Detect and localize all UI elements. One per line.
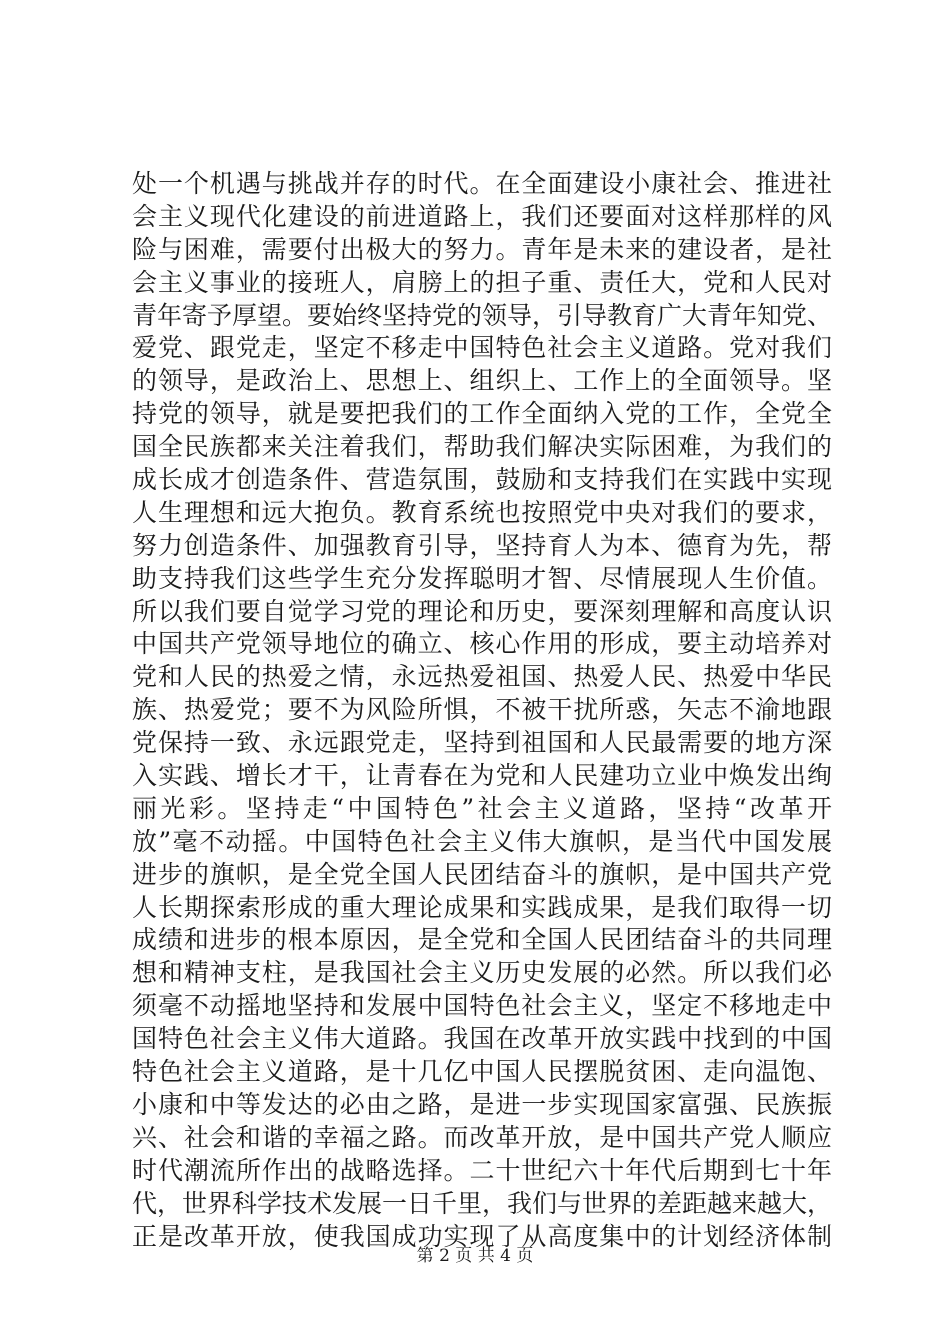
text-line: 入实践、增长才干，让青春在为党和人民建功立业中焕发出绚 <box>132 761 832 791</box>
text-line: 兴、社会和谐的幸福之路。而改革开放，是中国共产党人顺应 <box>132 1122 832 1152</box>
text-line: 代，世界科学技术发展一日千里，我们与世界的差距越来越大， <box>132 1188 833 1218</box>
text-line: 时代潮流所作出的战略选择。二十世纪六十年代后期到七十年 <box>132 1155 832 1185</box>
text-line: 国特色社会主义伟大道路。我国在改革开放实践中找到的中国 <box>132 1024 832 1054</box>
text-line: 特色社会主义道路，是十几亿中国人民摆脱贫困、走向温饱、 <box>132 1057 832 1087</box>
text-line: 国全民族都来关注着我们，帮助我们解决实际困难，为我们的 <box>132 432 832 462</box>
text-line: 小康和中等发达的必由之路，是进一步实现国家富强、民族振 <box>132 1089 832 1119</box>
text-line: 党保持一致、永远跟党走，坚持到祖国和人民最需要的地方深 <box>132 728 832 758</box>
text-line: 成绩和进步的根本原因，是全党和全国人民团结奋斗的共同理 <box>132 925 832 955</box>
text-line: 努力创造条件、加强教育引导，坚持育人为本、德育为先，帮 <box>132 530 832 560</box>
text-line: 须毫不动摇地坚持和发展中国特色社会主义，坚定不移地走中 <box>132 991 832 1021</box>
text-line: 处一个机遇与挑战并存的时代。在全面建设小康社会、推进社 <box>132 169 832 198</box>
text-line: 所以我们要自觉学习党的理论和历史，要深刻理解和高度认识 <box>132 596 832 626</box>
text-line: 中国共产党领导地位的确立、核心作用的形成，要主动培养对 <box>132 629 832 659</box>
text-line: 人生理想和远大抱负。教育系统也按照党中央对我们的要求， <box>132 497 832 527</box>
text-line: 成长成才创造条件、营造氛围，鼓励和支持我们在实践中实现 <box>132 465 832 495</box>
text-line: 助支持我们这些学生充分发挥聪明才智、尽情展现人生价值。 <box>132 563 832 593</box>
text-line: 会主义事业的接班人，肩膀上的担子重、责任大，党和人民对 <box>132 267 832 297</box>
text-line: 的领导，是政治上、思想上、组织上、工作上的全面领导。坚 <box>132 366 832 396</box>
text-line: 进步的旗帜，是全党全国人民团结奋斗的旗帜，是中国共产党 <box>132 859 832 889</box>
text-line: 丽光彩。坚持走“中国特色”社会主义道路，坚持“改革开 <box>132 793 832 823</box>
text-line: 人长期探索形成的重大理论成果和实践成果，是我们取得一切 <box>132 892 832 922</box>
text-line: 会主义现代化建设的前进道路上，我们还要面对这样那样的风 <box>132 201 832 231</box>
body-text <box>132 168 832 1253</box>
text-line: 险与困难，需要付出极大的努力。青年是未来的建设者，是社 <box>132 234 832 264</box>
text-line: 族、热爱党；要不为风险所惧，不被干扰所惑，矢志不渝地跟 <box>132 695 832 725</box>
text-line: 爱党、跟党走，坚定不移走中国特色社会主义道路。党对我们 <box>132 333 832 363</box>
text-line: 党和人民的热爱之情，永远热爱祖国、热爱人民、热爱中华民 <box>132 662 832 692</box>
text-line: 想和精神支柱，是我国社会主义历史发展的必然。所以我们必 <box>132 958 832 988</box>
text-line: 正是改革开放，使我国成功实现了从高度集中的计划经济体制 <box>132 1221 832 1251</box>
page-footer: 第 2 页 共 4 页 <box>416 1246 534 1266</box>
text-line: 持党的领导，就是要把我们的工作全面纳入党的工作，全党全 <box>132 399 832 429</box>
text-line: 放”毫不动摇。中国特色社会主义伟大旗帜，是当代中国发展 <box>132 826 832 856</box>
text-line: 青年寄予厚望。要始终坚持党的领导，引导教育广大青年知党、 <box>132 300 833 330</box>
